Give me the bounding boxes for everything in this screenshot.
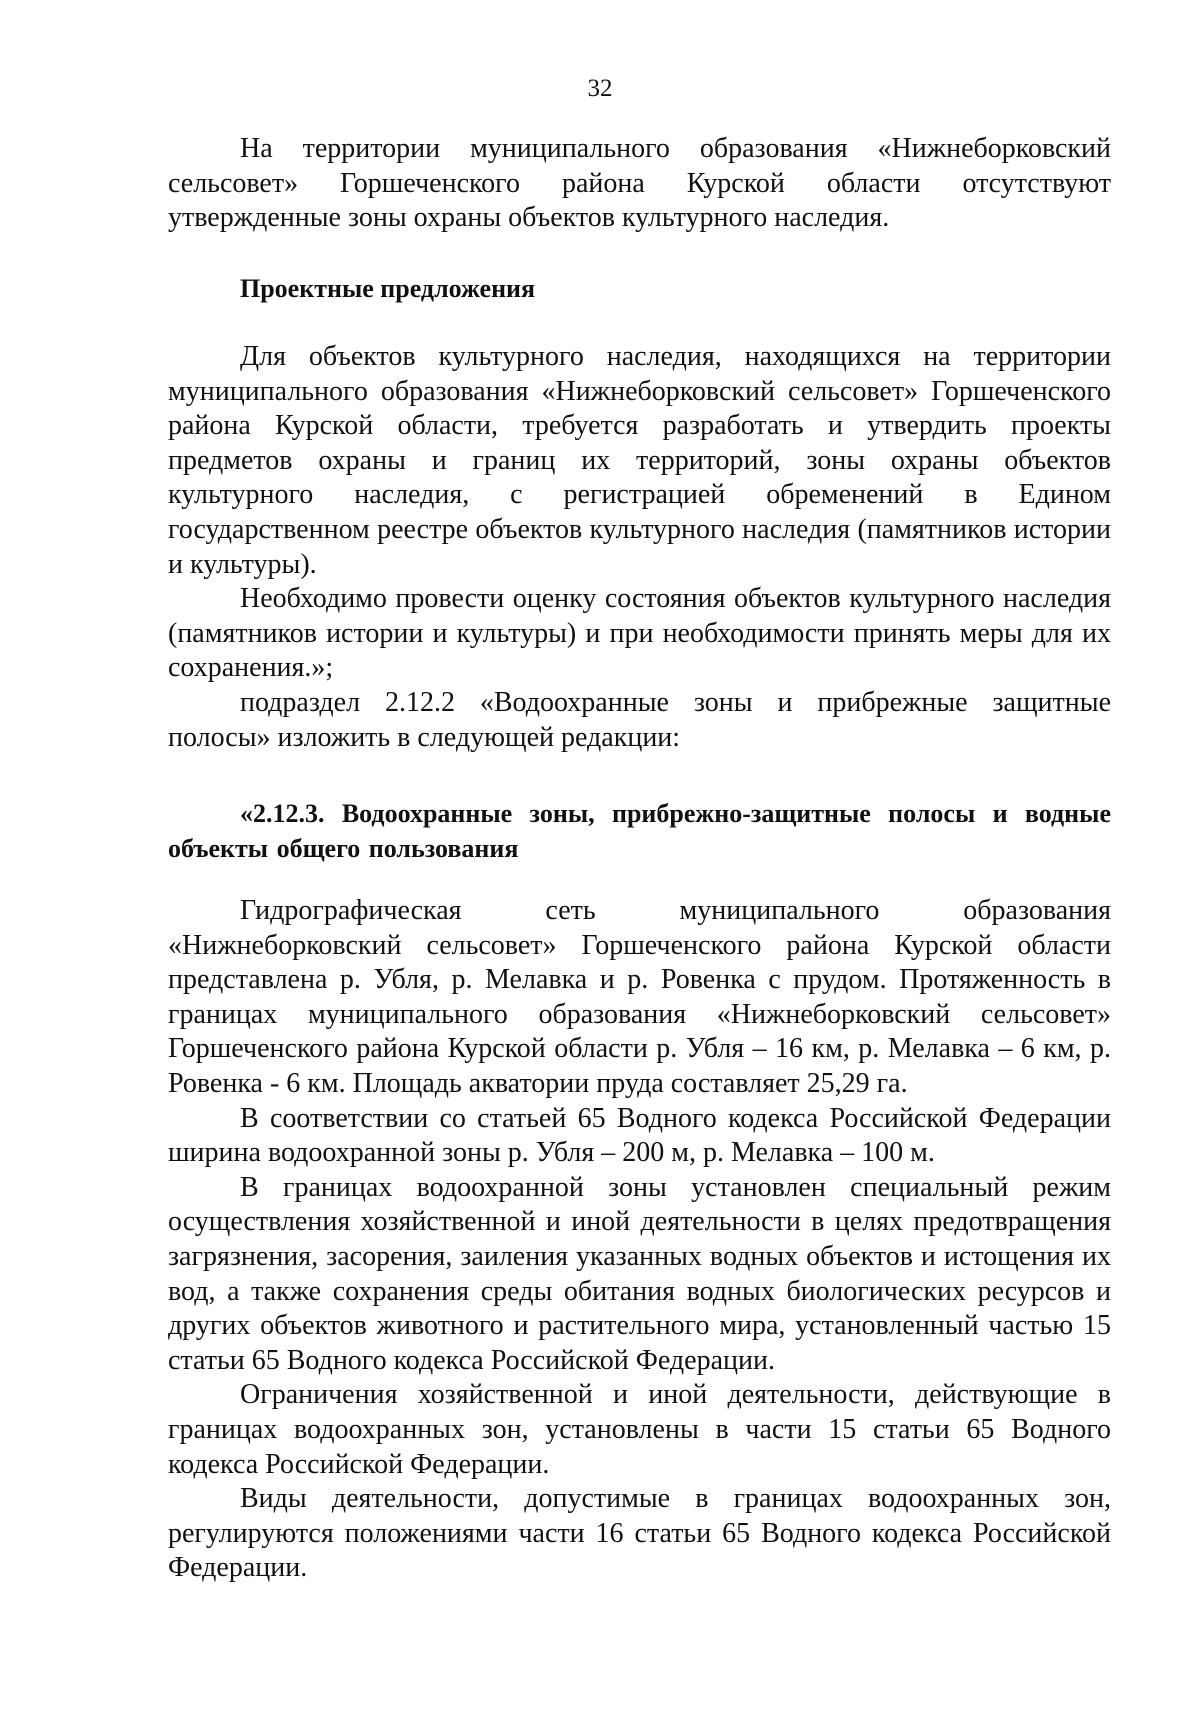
paragraph-section-2: В соответствии со статьей 65 Водного кодекса Российской Федерации ширина водоохранной зоны р. Убля – 200 м, р. Мелавка – 100 м. <box>168 1102 1111 1169</box>
proposals-heading: Проектные предложения <box>240 274 536 303</box>
paragraph-proposals-2: Необходимо провести оценку состояния объектов культурного наследия (памятников истории и культуры) и при необходимости принять меры для их сохранения.»; <box>168 583 1111 684</box>
paragraph-section-4: Ограничения хозяйственной и иной деятельности, действующие в границах водоохранных зон, установлены в части 15 статьи 65 Водного кодекса Российской Федерации. <box>168 1379 1111 1480</box>
paragraph-proposals-1: Для объектов культурного наследия, находящихся на территории муниципального образования «Нижнеборковский сельсовет» Горшеченского района Курской области, требуется разработать и утвердить проекты предметов охраны и границ их территорий, зоны охраны объектов культурного наследия, с регистрацией обременений в Едином государственном реестре объектов культурного наследия (памятников истории и культуры). <box>168 341 1111 580</box>
paragraph-section-1: Гидрографическая сеть муниципального образования «Нижнеборковский сельсовет» Горшеченского района Курской области представлена р. Убля, р. Мелавка и р. Ровенка с прудом. Протяженность в границах муниципального образования «Нижнеборковский сельсовет» Горшеченского района Курской области р. Убля – 16 км, р. Мелавка – 6 км, р. Ровенка - 6 км. Площадь акватории пруда составляет 25,29 га. <box>168 895 1111 1099</box>
paragraph-section-5: Виды деятельности, допустимые в границах водоохранных зон, регулируются положениями части 16 статьи 65 Водного кодекса Российской Федерации. <box>168 1483 1111 1584</box>
page-number: 32 <box>587 75 613 102</box>
paragraph-section-3: В границах водоохранной зоны установлен специальный режим осуществления хозяйственной и иной деятельности в целях предотвращения загрязнения, засорения, заиления указанных водных объектов и истощения их вод, а также сохранения среды обитания водных биологических ресурсов и других объектов животного и растительного мира, установленный частью 15 статьи 65 Водного кодекса Российской Федерации. <box>168 1171 1111 1376</box>
paragraph-intro: На территории муниципального образования «Нижнеборковский сельсовет» Горшеченского района Курской области отсутствуют утвержденные зоны охраны объектов культурного наследия. <box>168 133 1111 234</box>
intro-block <box>168 132 1111 236</box>
section-heading: «2.12.3. Водоохранные зоны, прибрежно-защитные полосы и водные объекты общего пользования <box>168 799 1111 863</box>
proposals-block <box>168 340 1111 755</box>
section-block <box>168 894 1111 1586</box>
paragraph-proposals-3: подраздел 2.12.2 «Водоохранные зоны и прибрежные защитные полосы» изложить в следующей редакции: <box>168 686 1111 753</box>
